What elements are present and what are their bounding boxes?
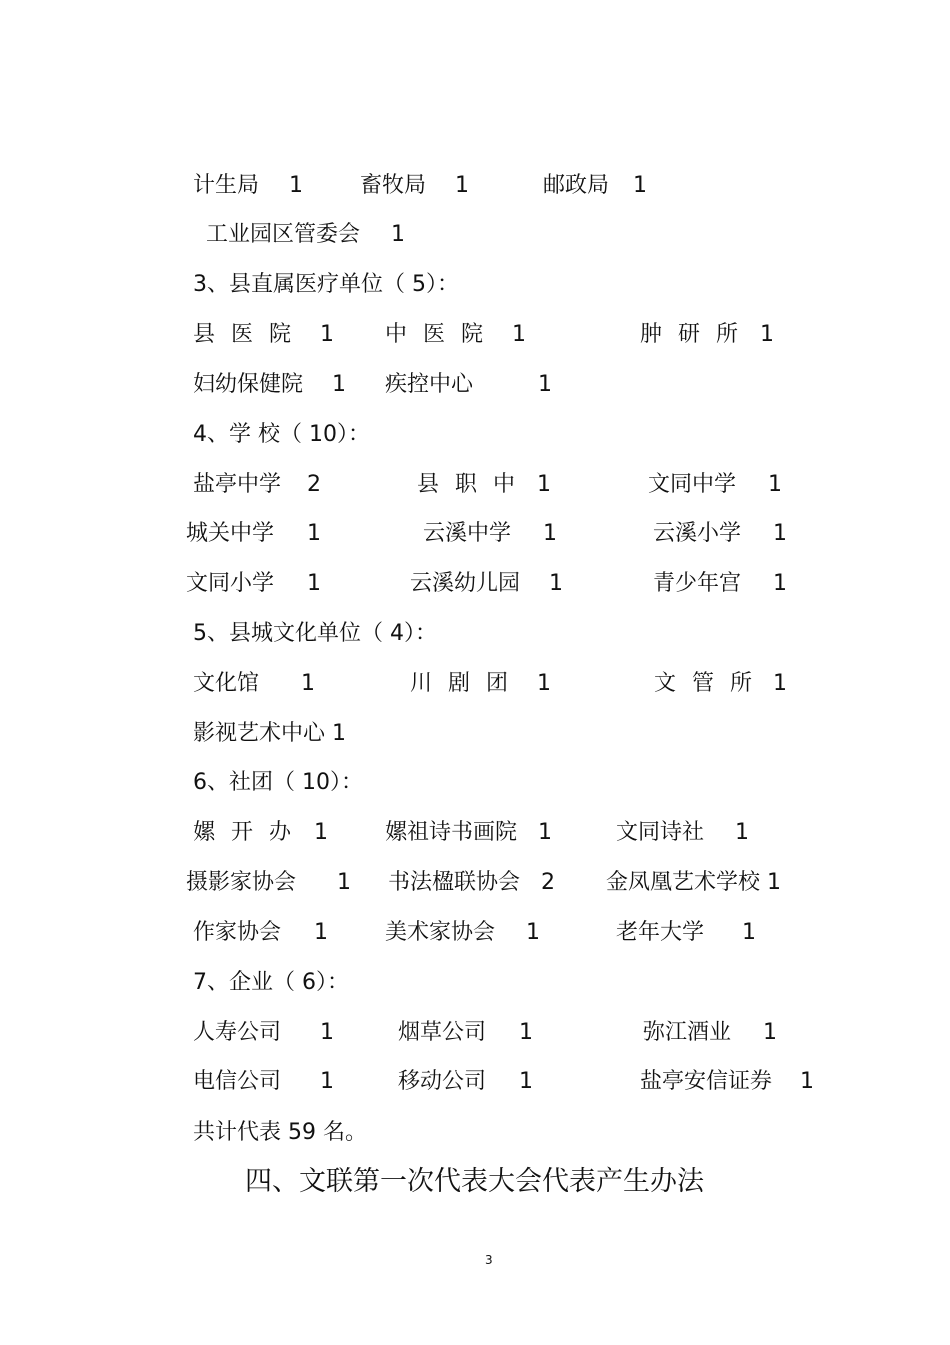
unit-name: 计生局 <box>193 173 260 198</box>
unit-count: 1 <box>633 173 647 198</box>
unit-name: 文同小学 <box>186 571 275 596</box>
unit-count: 1 <box>773 571 787 596</box>
section-label: 5、县城文化单位（ 4）： <box>193 621 437 646</box>
unit-count: 1 <box>763 1020 777 1045</box>
unit-name: 老年大学 <box>616 920 705 945</box>
unit-name: 嫘开办 <box>193 820 308 845</box>
unit-count: 1 <box>320 322 334 347</box>
unit-count: 1 <box>760 322 774 347</box>
unit-count: 1 <box>526 920 540 945</box>
unit-count: 1 <box>800 1069 814 1094</box>
section-heading: 四、文联第一次代表大会代表产生办法 <box>245 1166 704 1197</box>
unit-count: 1 <box>314 820 328 845</box>
unit-name: 盐亭安信证券 <box>640 1069 773 1094</box>
unit-count: 1 <box>289 173 303 198</box>
unit-name: 青少年宫 <box>653 571 742 596</box>
unit-name: 人寿公司 <box>193 1020 282 1045</box>
unit-count: 1 <box>768 472 782 497</box>
unit-name: 县职中 <box>417 472 532 497</box>
unit-count: 1 <box>455 173 469 198</box>
unit-count: 1 <box>332 372 346 397</box>
unit-count: 1 <box>337 870 351 895</box>
unit-count: 1 <box>307 571 321 596</box>
unit-count: 1 <box>314 920 328 945</box>
unit-name: 畜牧局 <box>360 173 427 198</box>
unit-count: 1 <box>735 820 749 845</box>
section-label: 7、企业（ 6）： <box>193 970 349 995</box>
unit-name: 文同诗社 <box>616 820 705 845</box>
unit-name: 中医院 <box>385 322 500 347</box>
section-label: 4、学 校（ 10）： <box>193 422 370 447</box>
unit-count: 1 <box>742 920 756 945</box>
section-label: 6、社团（ 10）： <box>193 770 363 795</box>
unit-name: 文管所 <box>654 671 769 696</box>
unit-name: 金凤凰艺术学校 1 <box>606 870 781 895</box>
unit-count: 1 <box>519 1020 533 1045</box>
section-label: 3、县直属医疗单位（ 5）： <box>193 272 459 297</box>
unit-name: 县医院 <box>193 322 308 347</box>
unit-name: 文同中学 <box>648 472 737 497</box>
unit-count: 1 <box>543 521 557 546</box>
unit-count: 1 <box>538 372 552 397</box>
total-representatives: 共计代表 59 名。 <box>193 1120 367 1145</box>
unit-name: 影视艺术中心 1 <box>193 721 346 746</box>
unit-name: 妇幼保健院 <box>193 372 304 397</box>
unit-count: 1 <box>549 571 563 596</box>
unit-name: 书法楹联协会 <box>388 870 521 895</box>
unit-count: 1 <box>320 1069 334 1094</box>
unit-name: 肿研所 <box>640 322 755 347</box>
unit-count: 2 <box>307 472 321 497</box>
unit-name: 作家协会 <box>193 920 282 945</box>
unit-name: 弥江酒业 <box>643 1020 732 1045</box>
unit-name: 嫘祖诗书画院 <box>385 820 518 845</box>
unit-count: 1 <box>537 671 551 696</box>
unit-count: 1 <box>538 820 552 845</box>
unit-name: 云溪幼儿园 <box>410 571 521 596</box>
unit-name: 盐亭中学 <box>193 472 282 497</box>
page-number: 3 <box>485 1253 493 1267</box>
unit-count: 2 <box>541 870 555 895</box>
unit-count: 1 <box>391 222 405 247</box>
unit-name: 城关中学 <box>186 521 275 546</box>
unit-name: 文化馆 <box>193 671 260 696</box>
unit-count: 1 <box>320 1020 334 1045</box>
unit-name: 云溪小学 <box>653 521 742 546</box>
unit-count: 1 <box>307 521 321 546</box>
unit-name: 移动公司 <box>398 1069 487 1094</box>
unit-name: 美术家协会 <box>385 920 496 945</box>
unit-count: 1 <box>537 472 551 497</box>
unit-count: 1 <box>519 1069 533 1094</box>
unit-count: 1 <box>512 322 526 347</box>
unit-name: 川剧团 <box>410 671 525 696</box>
unit-name: 烟草公司 <box>398 1020 487 1045</box>
unit-name: 邮政局 <box>543 173 610 198</box>
unit-name: 摄影家协会 <box>186 870 297 895</box>
unit-count: 1 <box>301 671 315 696</box>
unit-name: 电信公司 <box>193 1069 282 1094</box>
unit-name: 疾控中心 <box>385 372 474 397</box>
unit-name: 工业园区管委会 <box>206 222 361 247</box>
unit-count: 1 <box>773 671 787 696</box>
unit-count: 1 <box>773 521 787 546</box>
unit-name: 云溪中学 <box>423 521 512 546</box>
